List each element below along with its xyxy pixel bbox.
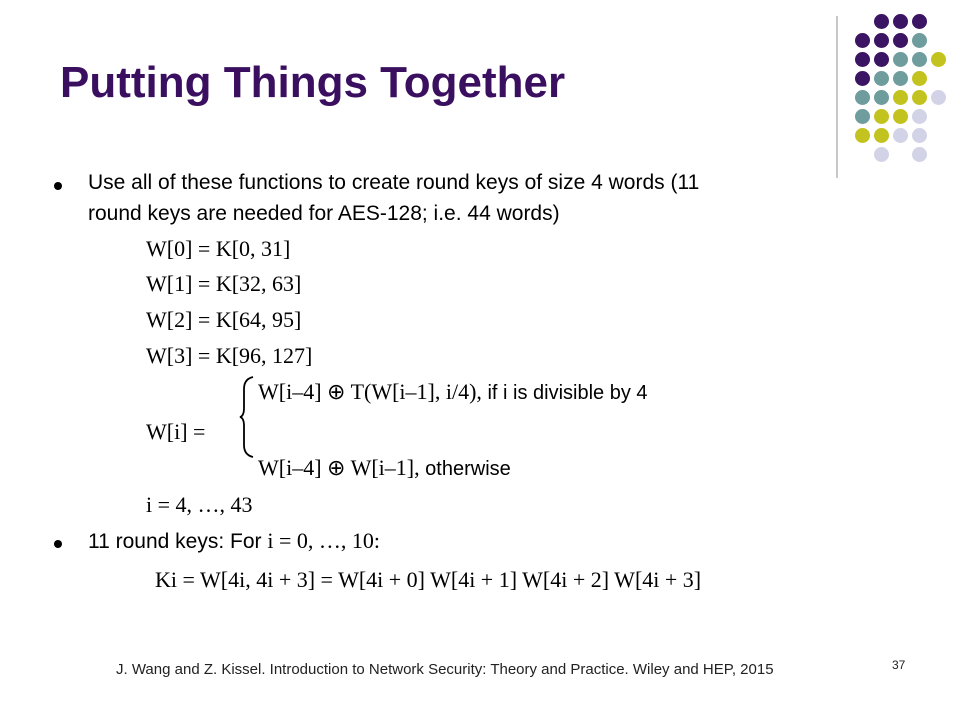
decor-dot-teal bbox=[912, 33, 927, 48]
case-otherwise bbox=[258, 455, 511, 481]
decor-dot-purple bbox=[874, 14, 889, 29]
case-otherwise-text: otherwise bbox=[419, 458, 511, 480]
footer-citation: J. Wang and Z. Kissel. Introduction to Network Security: Theory and Practice. Wiley and HEP, 2015 bbox=[116, 661, 774, 678]
decor-dot-teal bbox=[874, 90, 889, 105]
equation-w0: W[0] = K[0, 31] bbox=[146, 236, 291, 261]
equation-w2: W[2] = K[64, 95] bbox=[146, 307, 302, 332]
bullet-2-math: i = 0, …, 10: bbox=[267, 528, 381, 553]
equation-w1: W[1] = K[32, 63] bbox=[146, 271, 302, 296]
slide-title: Putting Things Together bbox=[60, 58, 566, 107]
decor-dot-yellow bbox=[874, 109, 889, 124]
decor-dot-lavender bbox=[912, 147, 927, 162]
decor-dot-yellow bbox=[893, 90, 908, 105]
decor-dot-teal bbox=[893, 52, 908, 67]
decor-dot-yellow bbox=[855, 128, 870, 143]
decor-dot-teal bbox=[855, 109, 870, 124]
decor-dot-yellow bbox=[912, 90, 927, 105]
decor-dot-yellow bbox=[931, 52, 946, 67]
decor-dot-lavender bbox=[931, 90, 946, 105]
decor-dot-lavender bbox=[912, 128, 927, 143]
equation-wi: W[i] = bbox=[146, 419, 206, 444]
decor-dot-purple bbox=[855, 71, 870, 86]
decor-dot-teal bbox=[855, 90, 870, 105]
left-brace bbox=[239, 376, 255, 458]
index-range: i = 4, …, 43 bbox=[146, 492, 253, 517]
case-otherwise-math: W[i–4] ⊕ W[i–1], bbox=[258, 455, 420, 480]
decor-dot-purple bbox=[874, 33, 889, 48]
decor-dot-purple bbox=[893, 33, 908, 48]
decor-dot-purple bbox=[855, 52, 870, 67]
bullet-marker bbox=[54, 182, 62, 190]
case-divisible-text: if i is divisible by 4 bbox=[481, 382, 648, 404]
round-key-equation: Ki = W[4i, 4i + 3] = W[4i + 0] W[4i + 1] W[4i + 2] W[4i + 3] bbox=[155, 567, 702, 592]
decor-dot-purple bbox=[912, 14, 927, 29]
case-divisible-math: W[i–4] ⊕ T(W[i–1], i/4), bbox=[258, 379, 482, 404]
decor-dot-teal bbox=[893, 71, 908, 86]
decor-dot-lavender bbox=[893, 128, 908, 143]
case-divisible bbox=[258, 379, 648, 405]
bullet-1-line-2: round keys are needed for AES-128; i.e. 44 words) bbox=[88, 202, 560, 225]
bullet-marker bbox=[54, 540, 62, 548]
page-number: 37 bbox=[892, 658, 906, 672]
decorative-divider bbox=[836, 16, 838, 178]
bullet-2-text: 11 round keys: For bbox=[88, 530, 268, 553]
decor-dot-teal bbox=[874, 71, 889, 86]
decor-dot-purple bbox=[855, 33, 870, 48]
decor-dot-yellow bbox=[874, 128, 889, 143]
decor-dot-lavender bbox=[874, 147, 889, 162]
equation-w3: W[3] = K[96, 127] bbox=[146, 343, 313, 368]
decor-dot-purple bbox=[893, 14, 908, 29]
decor-dot-purple bbox=[874, 52, 889, 67]
decor-dot-teal bbox=[912, 52, 927, 67]
decor-dot-yellow bbox=[893, 109, 908, 124]
bullet-1-line-1: Use all of these functions to create round keys of size 4 words (11 bbox=[88, 171, 700, 194]
decor-dot-yellow bbox=[912, 71, 927, 86]
bullet-2 bbox=[88, 525, 380, 557]
decor-dot-lavender bbox=[912, 109, 927, 124]
